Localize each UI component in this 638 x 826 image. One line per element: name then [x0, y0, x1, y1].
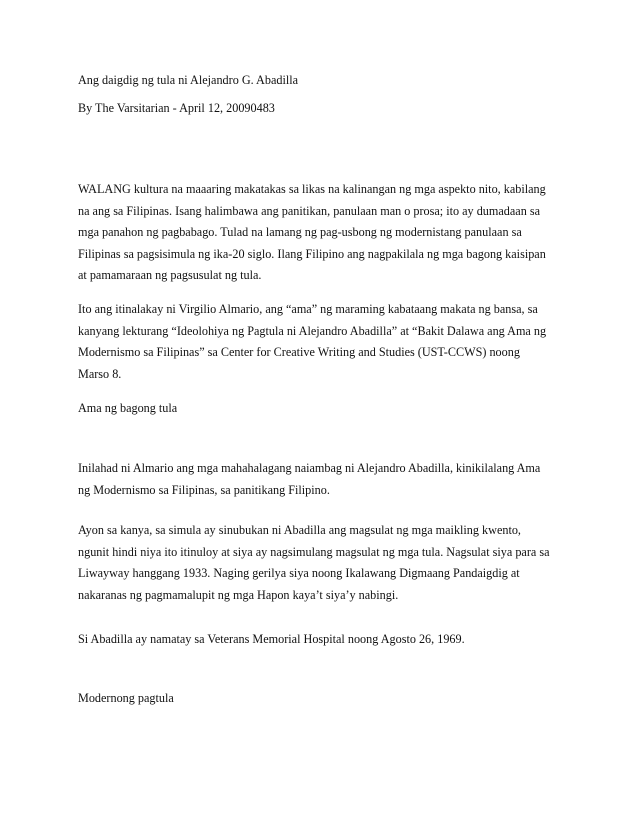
paragraph-line: Inilahad ni Almario ang mga mahahalagang naiambag ni Alejandro Abadilla, kinikilalang Ama — [78, 461, 541, 475]
section-heading: Ama ng bagong tula — [78, 401, 178, 415]
paragraph-almario — [78, 458, 578, 501]
paragraph-line: Liwayway hanggang 1933. Naging gerilya siya noong Ikalawang Digmaang Pandaigdig at — [78, 566, 520, 580]
paragraph-line: Si Abadilla ay namatay sa Veterans Memorial Hospital noong Agosto 26, 1969. — [78, 632, 465, 646]
paragraph-line: nakaranas ng pagmamalupit ng mga Hapon kaya’t siya’y nabingi. — [78, 587, 399, 602]
paragraph-ayon — [78, 520, 578, 606]
paragraph-death — [78, 629, 578, 651]
paragraph-line: ng Modernismo sa Filipinas, sa panitikang Filipino. — [78, 482, 330, 497]
paragraph-line: Filipinas sa pagsisimula ng ika-20 siglo. Ilang Filipino ang nagpakilala ng mga bagong kaisipan — [78, 246, 546, 261]
paragraph-line: kanyang lekturang “Ideolohiya ng Pagtula ni Alejandro Abadilla” at “Bakit Dalawa ang Ama ng — [78, 323, 547, 338]
paragraph-line: WALANG kultura na maaaring makatakas sa likas na kalinangan ng mga aspekto nito, kabilang — [78, 182, 546, 196]
paragraph-line: Ayon sa kanya, sa simula ay sinubukan ni Abadilla ang magsulat ng mga maikling kwento, — [78, 523, 521, 537]
section-heading-ama — [78, 398, 578, 420]
paragraph-line: Modernismo sa Filipinas” sa Center for Creative Writing and Studies (UST-CCWS) noong — [78, 345, 520, 359]
paragraph-intro — [78, 179, 578, 287]
paragraph-lecture — [78, 299, 578, 385]
paragraph-line: ngunit hindi niya ito itinuloy at siya ay nagsimulang magsulat ng mga tula. Nagsulat siya para sa — [78, 544, 550, 559]
paragraph-line: at pamamaraan ng pagsusulat ng tula. — [78, 268, 262, 282]
paragraph-line: na ang sa Filipinas. Isang halimbawa ang panitikan, panulaan man o prosa; ito ay dumadaan sa — [78, 203, 540, 218]
article-byline: By The Varsitarian - April 12, 20090483 — [78, 101, 275, 115]
paragraph-line: Marso 8. — [78, 366, 122, 381]
section-heading: Modernong pagtula — [78, 691, 174, 705]
section-heading-moderno — [78, 688, 578, 710]
article-title: Ang daigdig ng tula ni Alejandro G. Abadilla — [78, 73, 299, 87]
paragraph-line: mga panahon ng pagbabago. Tulad na lamang ng pag-usbong ng modernistang panulaan sa — [78, 225, 522, 239]
paragraph-line: Ito ang itinalakay ni Virgilio Almario, ang “ama” ng maraming kabataang makata ng bansa, sa — [78, 302, 538, 316]
